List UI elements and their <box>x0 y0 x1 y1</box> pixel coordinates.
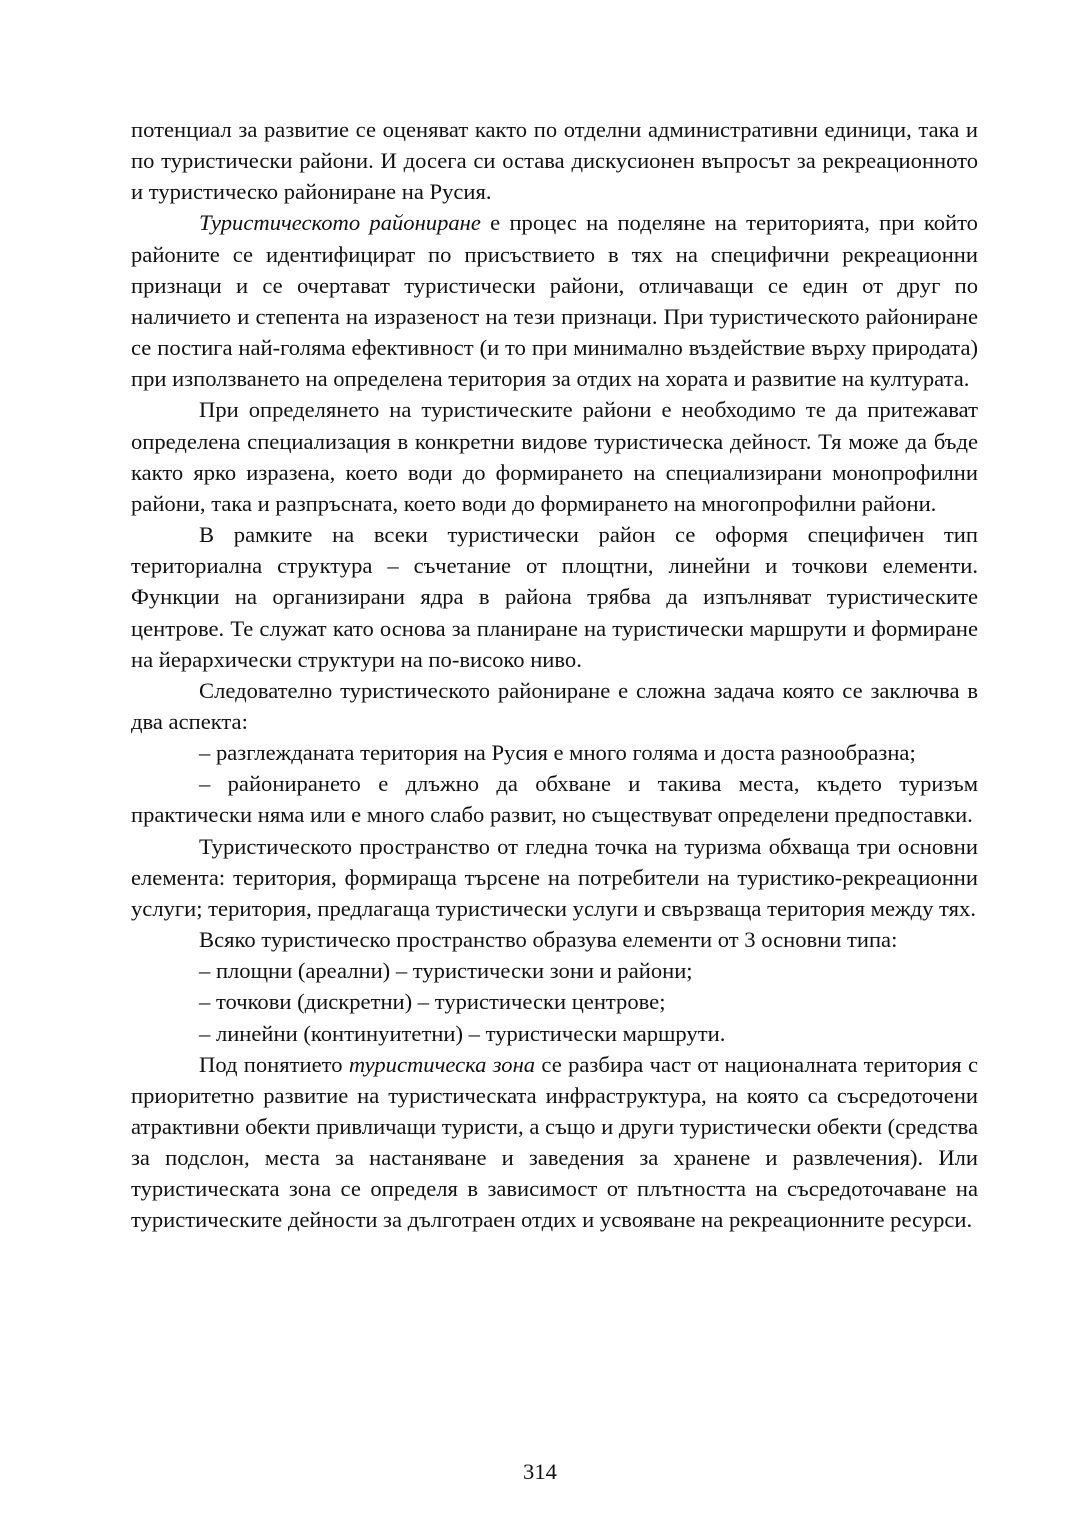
paragraph-3: При определянето на туристическите райони е необходимо те да притежават определена специализация в конкретни видове туристическа дейност. Тя може да бъде както ярко изразена, което води до формирането на специализирани монопрофилни райони, така и разпръсната, което води до формирането на многопрофилни райони. <box>131 397 978 516</box>
page-number: 314 <box>523 1459 557 1484</box>
paragraph-8 <box>131 1049 978 1236</box>
paragraph-4: В рамките на всеки туристически район се оформя специфичен тип териториална структура – съчетание от площтни, линейни и точкови елементи. Функции на организирани ядра в района трябва да изпълняват туристическите центрове. Те служат като основа за планиране на туристически маршрути и формиране на йерархически структури на по-високо ниво. <box>131 522 978 672</box>
paragraph-1: потенциал за развитие се оценяват както по отделни административни единици, така и по туристически райони. И досега си остава дискусионен въпросът за рекреационното и туристическо райониране на Русия. <box>131 117 978 205</box>
paragraph-7: Всяко туристическо пространство образува елементи от 3 основни типа: <box>199 927 898 953</box>
paragraph-2 <box>131 207 978 394</box>
term-tourist-zone: туристическа зона <box>348 1051 536 1077</box>
list-item-type-3: – линейни (континуитетни) – туристически маршрути. <box>199 1020 726 1046</box>
list-item-aspect-2: – районирането е длъжно да обхване и такива места, където туризъм практически няма или е много слабо развит, но съществуват определени предпоставки. <box>131 771 978 828</box>
paragraph-6: Туристическото пространство от гледна точка на туризма обхваща три основни елемента: територия, формираща търсене на потребители на туристико-рекреационни услуги; територия, предлагаща туристически услуги и свързваща територия между тях. <box>131 833 978 921</box>
paragraph-8-text: се разбира част от националната територия с приоритетно развитие на туристическата инфраструктура, на която са съсредоточени атрактивни обекти привличащи туристи, а също и други туристически обекти (средства за подслон, места за настаняване и заведения за хранене и развлечения). Или туристическата зона се определя в зависимост от плътността на съсредоточаване на туристическите дейности за дълготраен отдих и усвояване на рекреационните ресурси. <box>131 1051 978 1233</box>
list-item-aspect-1: – разглежданата територия на Русия е много голяма и доста разнообразна; <box>199 740 916 766</box>
paragraph-2-text: е процес на поделяне на територията, при който районите се идентифицират по присъствието в тях на специфични рекреационни признаци и се очертават туристически райони, отличаващи се един от друг по наличието и степента на изразеност на тези признаци. При туристическото райониране се постига най-голяма ефективност (и то при минимално въздействие върху природата) при използването на определена територия за отдих на хората и развитие на културата. <box>131 210 978 392</box>
paragraph-5: Следователно туристическото райониране е сложна задача която се заключва в два аспекта: <box>131 677 978 734</box>
paragraph-8-lead: Под понятието <box>199 1051 349 1077</box>
list-item-type-1: – площни (ареални) – туристически зони и райони; <box>199 958 693 984</box>
term-tourist-zoning: Туристическото райониране <box>199 210 481 236</box>
page-body <box>131 114 978 1236</box>
list-item-type-2: – точкови (дискретни) – туристически центрове; <box>199 989 666 1015</box>
